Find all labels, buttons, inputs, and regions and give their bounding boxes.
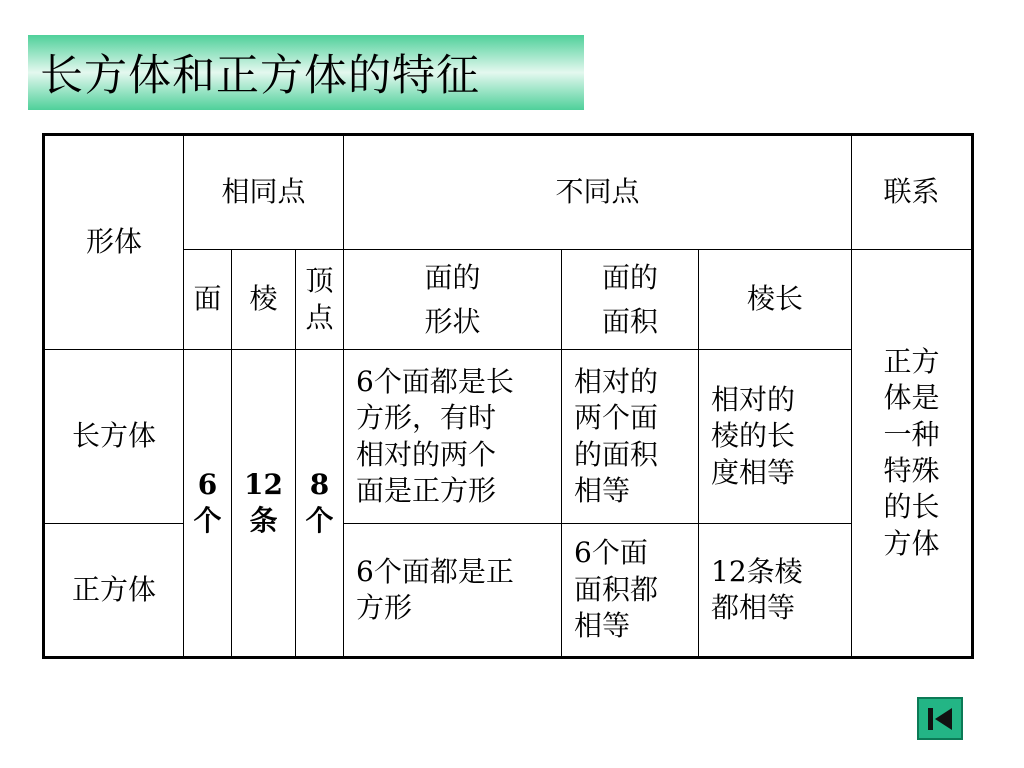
cuboid-label-cell (44, 350, 184, 524)
comparison-table (42, 133, 974, 659)
cuboid-edge-length-cell (699, 350, 852, 524)
cube-label-cell (44, 524, 184, 658)
face-shape-subheader-line2: 形状 (424, 304, 481, 338)
edge-subheader-cell (232, 250, 296, 350)
cube-face-area-cell (562, 524, 699, 658)
relation-line2: 体是 (883, 381, 940, 415)
cuboid-area-line1: 相对的 (574, 364, 659, 398)
slide-title (28, 35, 584, 110)
vertices-unit: 个 (305, 504, 334, 537)
cuboid-edge-line3: 度相等 (711, 455, 796, 489)
face-subheader-cell (184, 250, 232, 350)
faces-count: 6 (197, 467, 218, 501)
slide-title-text: 长方体和正方体的特征 (40, 51, 480, 101)
vertices-count: 8 (309, 467, 330, 501)
relation-line5: 的长 (883, 490, 940, 524)
relation-line4: 特殊 (883, 454, 940, 487)
cube-area-line3: 相等 (574, 609, 631, 643)
cuboid-area-line4: 相等 (574, 473, 631, 507)
cube-area-line1: 6个面 (574, 536, 648, 570)
relation-line6: 方体 (883, 526, 940, 560)
cuboid-shape-line3: 相对的两个 (356, 437, 497, 471)
edges-unit: 条 (249, 504, 278, 537)
edges-count: 12 (244, 467, 283, 501)
face-subheader: 面 (193, 282, 222, 316)
cube-face-shape-cell (344, 524, 562, 658)
faces-count-cell (184, 350, 232, 658)
relation-line1: 正方 (883, 344, 940, 378)
diff-header: 不同点 (555, 175, 640, 209)
cube-area-line2: 面积都 (574, 572, 659, 606)
same-header-cell (184, 135, 344, 250)
relation-header-cell (852, 135, 973, 250)
edges-count-cell (232, 350, 296, 658)
face-area-subheader-line2: 面积 (601, 304, 658, 338)
cuboid-shape-line4: 面是正方形 (356, 473, 497, 507)
cuboid-shape-line1: 6个面都是长 (356, 364, 514, 398)
face-area-subheader-line1: 面的 (601, 261, 658, 295)
first-slide-button[interactable] (917, 697, 963, 740)
relation-cell (852, 250, 973, 658)
cuboid-face-shape-cell (344, 350, 562, 524)
cuboid-area-line2: 两个面 (574, 401, 659, 435)
cuboid-face-area-cell (562, 350, 699, 524)
cube-edge-line2: 都相等 (711, 591, 796, 624)
cuboid-label: 长方体 (71, 419, 156, 453)
cube-edge-line1: 12条棱 (711, 554, 803, 588)
cube-shape-line2: 方形 (356, 591, 413, 624)
cube-shape-line1: 6个面都是正 (356, 554, 514, 588)
cuboid-edge-line2: 棱的长 (711, 419, 796, 453)
cuboid-shape-line2: 方形，有时 (356, 401, 497, 435)
skip-to-start-icon (925, 705, 955, 733)
relation-header: 联系 (883, 175, 940, 209)
relation-line3: 一种 (883, 417, 940, 451)
same-header: 相同点 (221, 175, 306, 209)
diff-header-cell (344, 135, 852, 250)
faces-unit: 个 (193, 504, 222, 537)
edge-length-subheader-cell (699, 250, 852, 350)
cube-edge-length-cell (699, 524, 852, 658)
face-shape-subheader-line1: 面的 (424, 261, 481, 295)
shape-header-cell (44, 135, 184, 350)
face-area-subheader-cell (562, 250, 699, 350)
vertex-subheader-line1: 顶 (305, 264, 334, 298)
vertex-subheader-cell (296, 250, 344, 350)
shape-header: 形体 (85, 225, 142, 259)
face-shape-subheader-cell (344, 250, 562, 350)
cuboid-edge-line1: 相对的 (711, 382, 796, 416)
edge-subheader: 棱 (249, 282, 278, 316)
edge-length-subheader: 棱长 (746, 282, 803, 316)
cube-label: 正方体 (71, 572, 156, 606)
vertices-count-cell (296, 350, 344, 658)
vertex-subheader-line2: 点 (305, 300, 334, 334)
cuboid-area-line3: 的面积 (574, 437, 659, 471)
